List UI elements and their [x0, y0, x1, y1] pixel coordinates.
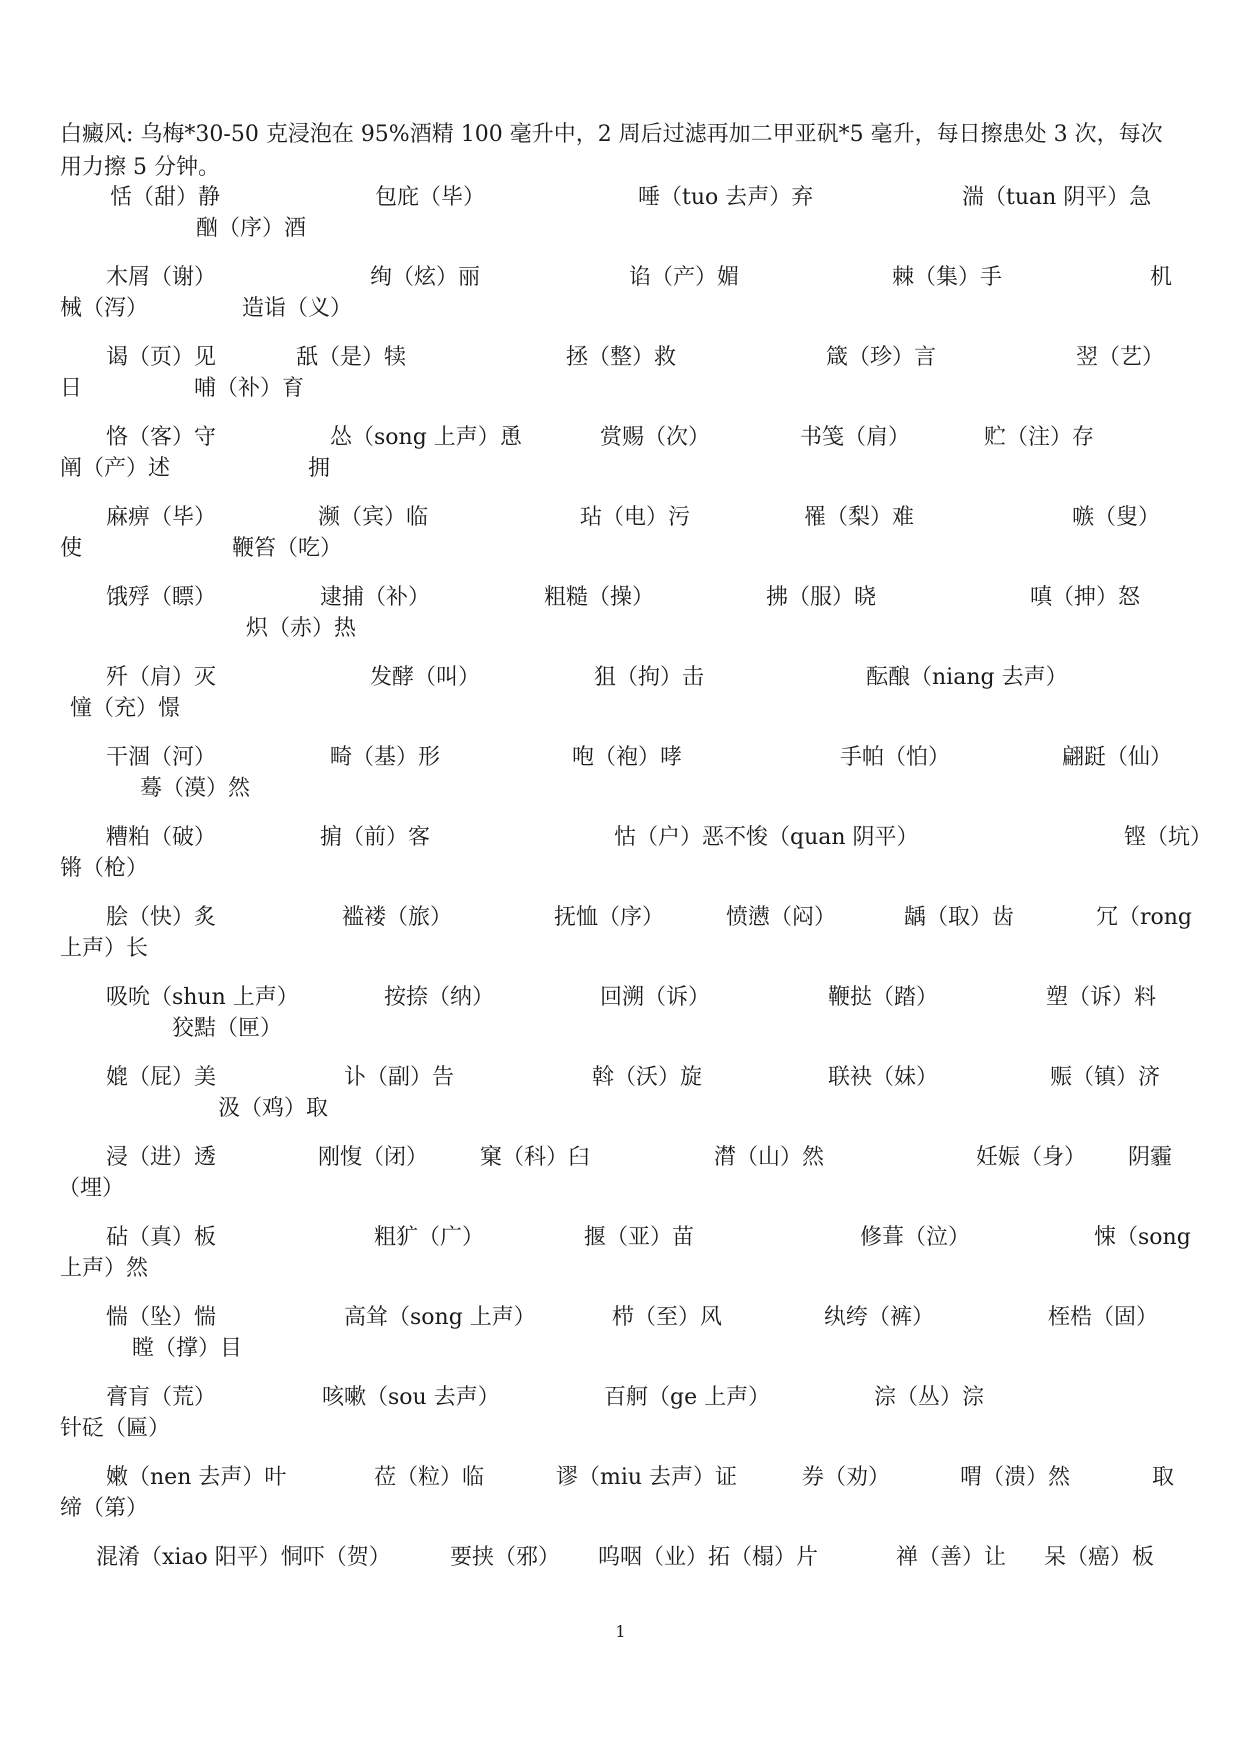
vocab-item: 舐（是）犊: [296, 345, 407, 370]
vocab-row: [60, 423, 1190, 489]
vocab-row: [60, 663, 1190, 729]
vocab-row: [60, 343, 1190, 409]
vocab-item: 砧（真）板: [106, 1225, 217, 1250]
vocab-item: 歼（肩）灭: [106, 665, 217, 690]
vocab-row: [60, 1463, 1190, 1529]
vocab-item: 糟粕（破）: [106, 825, 217, 850]
vocab-item: 手帕（怕）: [840, 745, 951, 770]
vocab-item: 湍（tuan 阴平）急: [962, 185, 1152, 210]
vocab-item: 拯（整）救: [566, 345, 677, 370]
vocab-item: 使: [60, 536, 83, 561]
vocab-item: 粗糙（操）: [544, 585, 655, 610]
vocab-item: 蓦（漠）然: [140, 776, 251, 801]
vocab-item: 罹（梨）难: [804, 505, 915, 530]
vocab-item: 悚（song: [1094, 1225, 1191, 1250]
vocab-item: 玷（电）污: [580, 505, 691, 530]
vocab-item: 联袂（妹）: [828, 1065, 939, 1090]
vocab-item: 妊娠（身）: [976, 1145, 1087, 1170]
vocab-item: 要挟（邪）: [450, 1545, 561, 1570]
vocab-item: 缔（第）: [60, 1496, 149, 1521]
vocab-row: [60, 1143, 1190, 1209]
vocab-item: 取: [1152, 1465, 1175, 1490]
vocab-item: 书笺（肩）: [800, 425, 911, 450]
vocab-item: 回溯（诉）: [600, 985, 711, 1010]
vocab-item: 箴（珍）言: [826, 345, 937, 370]
vocab-item: 嫩（nen 去声）叶: [106, 1465, 287, 1490]
vocab-item: 赈（镇）济: [1050, 1065, 1161, 1090]
vocab-item: 包庇（毕）: [375, 185, 486, 210]
page-number: 1: [615, 1622, 626, 1641]
vocab-item: 咳嗽（sou 去声）: [322, 1385, 500, 1410]
vocab-item: 赏赐（次）: [600, 425, 711, 450]
vocab-item: 拥: [308, 456, 331, 481]
vocab-row: [60, 1543, 1190, 1609]
vocab-item: 愤懑（闷）: [726, 905, 837, 930]
vocab-row: [60, 1223, 1190, 1289]
vocab-item: 畸（基）形: [330, 745, 441, 770]
vocab-item: 谄（产）媚: [629, 265, 740, 290]
vocab-item: 锵（枪）: [60, 856, 149, 881]
vocab-item: 濒（宾）临: [318, 505, 429, 530]
vocab-item: 干涸（河）: [106, 745, 217, 770]
vocab-item: 酝酿（niang 去声）: [866, 665, 1068, 690]
vocab-item: 针砭（匾）: [60, 1416, 171, 1441]
vocab-item: 鞭笞（吃）: [232, 536, 343, 561]
vocab-row: [60, 263, 1190, 329]
vocab-item: 翌（艺）: [1076, 345, 1165, 370]
vocab-item: 喟（溃）然: [960, 1465, 1071, 1490]
vocab-item: 粗犷（广）: [374, 1225, 485, 1250]
vocab-item: 哺（补）育: [194, 376, 305, 401]
vocab-item: 讣（副）告: [344, 1065, 455, 1090]
vocab-item: 刚愎（闭）: [318, 1145, 429, 1170]
vocab-item: 揠（亚）苗: [584, 1225, 695, 1250]
vocab-item: 混淆（xiao 阳平）恫吓（贺）: [96, 1545, 391, 1570]
vocab-item: 按捺（纳）: [384, 985, 495, 1010]
vocab-item: 塑（诉）料: [1046, 985, 1157, 1010]
vocab-row: [60, 983, 1190, 1049]
vocab-item: 膏肓（荒）: [106, 1385, 217, 1410]
vocab-item: 脍（快）炙: [106, 905, 217, 930]
vocab-item: 怙（户）恶不悛（quan 阴平）: [614, 825, 919, 850]
vocab-item: 斡（沃）旋: [592, 1065, 703, 1090]
vocab-item: 阐（产）述: [60, 456, 171, 481]
vocab-item: 谬（miu 去声）证: [556, 1465, 738, 1490]
vocab-item: 修葺（泣）: [860, 1225, 971, 1250]
intro-paragraph: 白癜风: 乌梅*30-50 克浸泡在 95%酒精 100 毫升中，2 周后过滤再加二甲亚矾*5 毫升，每日擦患处 3 次，每次用力擦 5 分钟。: [60, 122, 1163, 180]
vocab-item: 褴褛（旅）: [342, 905, 453, 930]
vocab-item: 百舸（ge 上声）: [604, 1385, 771, 1410]
vocab-row: [60, 743, 1190, 809]
vocab-item: 瞠（撑）目: [132, 1336, 243, 1361]
vocab-item: 阴霾: [1128, 1145, 1173, 1170]
vocab-item: 窠（科）臼: [480, 1145, 591, 1170]
vocab-item: 谒（页）见: [106, 345, 217, 370]
vocab-item: 嗾（叟）: [1072, 505, 1161, 530]
vocab-row: [60, 1303, 1190, 1369]
vocab-item: 木屑（谢）: [106, 265, 217, 290]
vocab-item: （埋）: [58, 1176, 125, 1201]
vocab-item: 浸（进）透: [106, 1145, 217, 1170]
vocab-item: 呆（癌）板: [1044, 1545, 1155, 1570]
vocab-item: 麻痹（毕）: [106, 505, 217, 530]
vocab-item: 狡黠（匣）: [172, 1016, 283, 1041]
vocab-item: 恬（甜）静: [110, 185, 221, 210]
vocab-item: 高耸（song 上声）: [344, 1305, 536, 1330]
vocab-item: 纨绔（裤）: [824, 1305, 935, 1330]
vocab-item: 日: [60, 376, 83, 401]
vocab-item: 莅（粒）临: [374, 1465, 485, 1490]
vocab-item: 桎梏（固）: [1048, 1305, 1159, 1330]
vocab-item: 汲（鸡）取: [218, 1096, 329, 1121]
vocab-row: [60, 503, 1190, 569]
vocab-row: [60, 583, 1190, 649]
vocab-item: 铿（坑）: [1124, 825, 1213, 850]
vocab-item: 禅（善）让: [896, 1545, 1007, 1570]
vocab-item: 龋（取）齿: [904, 905, 1015, 930]
vocab-item: 呜咽（业）拓（榻）片: [598, 1545, 819, 1570]
vocab-item: 咆（袍）哮: [572, 745, 683, 770]
vocab-item: 栉（至）风: [612, 1305, 723, 1330]
vocab-item: 逮捕（补）: [320, 585, 431, 610]
vocab-item: 吸吮（shun 上声）: [106, 985, 299, 1010]
vocab-item: 券（劝）: [802, 1465, 891, 1490]
vocab-item: 翩跹（仙）: [1062, 745, 1173, 770]
vocab-item: 贮（注）存: [984, 425, 1095, 450]
vocab-row: [60, 1063, 1190, 1129]
vocab-item: 拂（服）晓: [766, 585, 877, 610]
vocab-row: [60, 903, 1193, 969]
vocab-item: 惴（坠）惴: [106, 1305, 217, 1330]
vocab-item: 恪（客）守: [106, 425, 217, 450]
vocab-item: 媲（屁）美: [106, 1065, 217, 1090]
vocab-row: [60, 183, 1190, 249]
vocab-item: 狙（拘）击: [594, 665, 705, 690]
vocab-item: 憧（充）憬: [70, 696, 181, 721]
vocab-item: 上声）然: [60, 1256, 149, 1281]
vocab-item: 发酵（叫）: [370, 665, 481, 690]
vocab-item: 冗（rong: [1096, 905, 1193, 930]
vocab-item: 酗（序）酒: [196, 216, 307, 241]
vocab-item: 唾（tuo 去声）弃: [638, 185, 814, 210]
vocab-item: 绚（炫）丽: [370, 265, 481, 290]
vocab-item: 潸（山）然: [714, 1145, 825, 1170]
vocab-item: 棘（集）手: [892, 265, 1003, 290]
vocab-item: 造诣（义）: [242, 296, 353, 321]
vocab-item: 械（泻）: [60, 296, 149, 321]
vocab-item: 淙（丛）淙: [874, 1385, 985, 1410]
vocab-item: 炽（赤）热: [246, 616, 357, 641]
vocab-item: 饿殍（瞟）: [106, 585, 217, 610]
vocab-item: 上声）长: [60, 936, 149, 961]
vocab-item: 掮（前）客: [320, 825, 431, 850]
vocab-row: [60, 1383, 1190, 1449]
vocab-item: 怂（song 上声）恿: [330, 425, 522, 450]
vocab-row: [60, 823, 1213, 889]
vocab-item: 机: [1150, 265, 1173, 290]
vocab-item: 抚恤（序）: [554, 905, 665, 930]
vocab-item: 嗔（抻）怒: [1030, 585, 1141, 610]
vocab-item: 鞭挞（踏）: [828, 985, 939, 1010]
